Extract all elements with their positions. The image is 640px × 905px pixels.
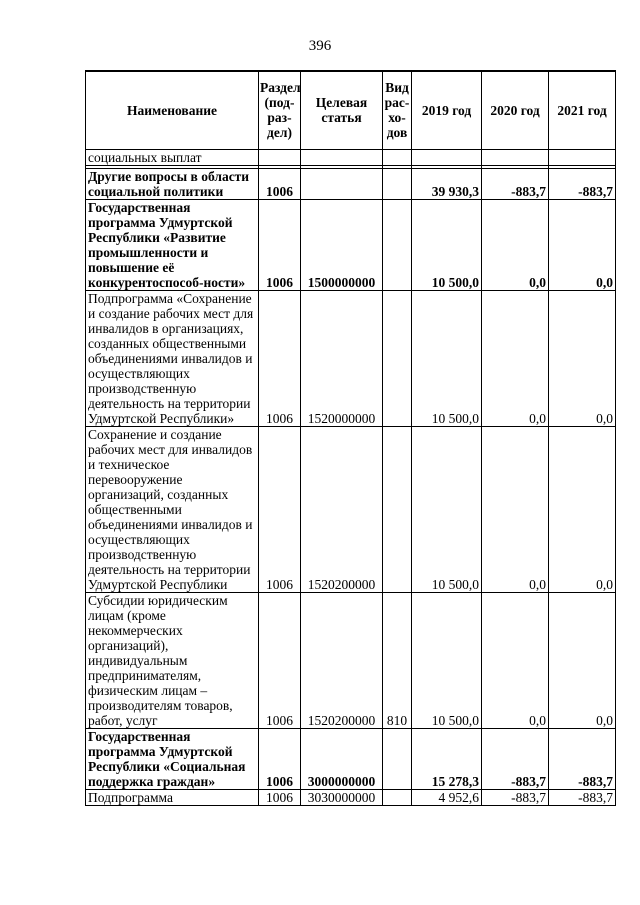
table-row [86,149,616,165]
cell-2020: 0,0 [482,592,549,728]
cell-section: 1006 [259,426,301,592]
header-name: Наименование [86,71,259,149]
cell-2019: 10 500,0 [412,592,482,728]
cell-2020: -883,7 [482,789,549,805]
table-row [86,728,616,789]
cell-2020 [482,149,549,165]
cell-section: 1006 [259,592,301,728]
cell-2021: 0,0 [549,426,616,592]
cell-name: Государственная программа Удмуртской Республики «Развитие промышленности и повышение её конкурентоспособ-ности» [86,199,259,290]
cell-2019: 10 500,0 [412,199,482,290]
cell-2020: 0,0 [482,199,549,290]
header-2019: 2019 год [412,71,482,149]
table-row [86,789,616,805]
cell-expense-type [383,728,412,789]
cell-2019: 10 500,0 [412,426,482,592]
cell-expense-type [383,426,412,592]
cell-section: 1006 [259,168,301,199]
cell-section: 1006 [259,199,301,290]
cell-name: Другие вопросы в области социальной политики [86,168,259,199]
cell-name: Сохранение и создание рабочих мест для инвалидов и техническое перевооружение организаций, созданных общественными объединениями инвалидов и осуществляющих производственную деятельность на территории Удмуртской Республики [86,426,259,592]
cell-expense-type: 810 [383,592,412,728]
cell-name: Подпрограмма [86,789,259,805]
cell-2019: 15 278,3 [412,728,482,789]
cell-article: 3000000000 [301,728,383,789]
cell-expense-type [383,290,412,426]
cell-article [301,149,383,165]
cell-2019: 4 952,6 [412,789,482,805]
table-row [86,199,616,290]
cell-2019: 10 500,0 [412,290,482,426]
cell-article: 1500000000 [301,199,383,290]
cell-section: 1006 [259,789,301,805]
cell-name: Субсидии юридическим лицам (кроме некоммерческих организаций), индивидуальным предпринимателям, физическим лицам – производителям товаров, работ, услуг [86,592,259,728]
cell-2019 [412,149,482,165]
cell-article: 3030000000 [301,789,383,805]
cell-2021: 0,0 [549,592,616,728]
cell-2021: -883,7 [549,728,616,789]
header-article: Целевая статья [301,71,383,149]
cell-expense-type [383,789,412,805]
cell-2021 [549,149,616,165]
cell-2020: -883,7 [482,168,549,199]
cell-expense-type [383,149,412,165]
cell-2020: 0,0 [482,426,549,592]
table-row [86,168,616,199]
header-section: Раздел (под-раз-дел) [259,71,301,149]
cell-name: социальных выплат [86,149,259,165]
cell-name: Государственная программа Удмуртской Республики «Социальная поддержка граждан» [86,728,259,789]
cell-2021: 0,0 [549,290,616,426]
cell-expense-type [383,199,412,290]
cell-2021: -883,7 [549,789,616,805]
cell-name: Подпрограмма «Сохранение и создание рабочих мест для инвалидов в организациях, созданных общественными объединениями инвалидов и осуществляющих производственную деятельность на территории Удмуртской Республики» [86,290,259,426]
table-row [86,592,616,728]
cell-article: 1520000000 [301,290,383,426]
cell-section: 1006 [259,728,301,789]
cell-article [301,168,383,199]
table-row [86,426,616,592]
cell-2019: 39 930,3 [412,168,482,199]
budget-table [85,70,616,806]
cell-2021: 0,0 [549,199,616,290]
header-2021: 2021 год [549,71,616,149]
header-2020: 2020 год [482,71,549,149]
cell-2021: -883,7 [549,168,616,199]
table-row [86,290,616,426]
table-header-row [86,71,616,149]
cell-article: 1520200000 [301,426,383,592]
page-number: 396 [308,38,332,54]
cell-expense-type [383,168,412,199]
cell-section [259,149,301,165]
cell-2020: 0,0 [482,290,549,426]
cell-article: 1520200000 [301,592,383,728]
header-expense-type: Вид рас-хо-дов [383,71,412,149]
cell-2020: -883,7 [482,728,549,789]
cell-section: 1006 [259,290,301,426]
